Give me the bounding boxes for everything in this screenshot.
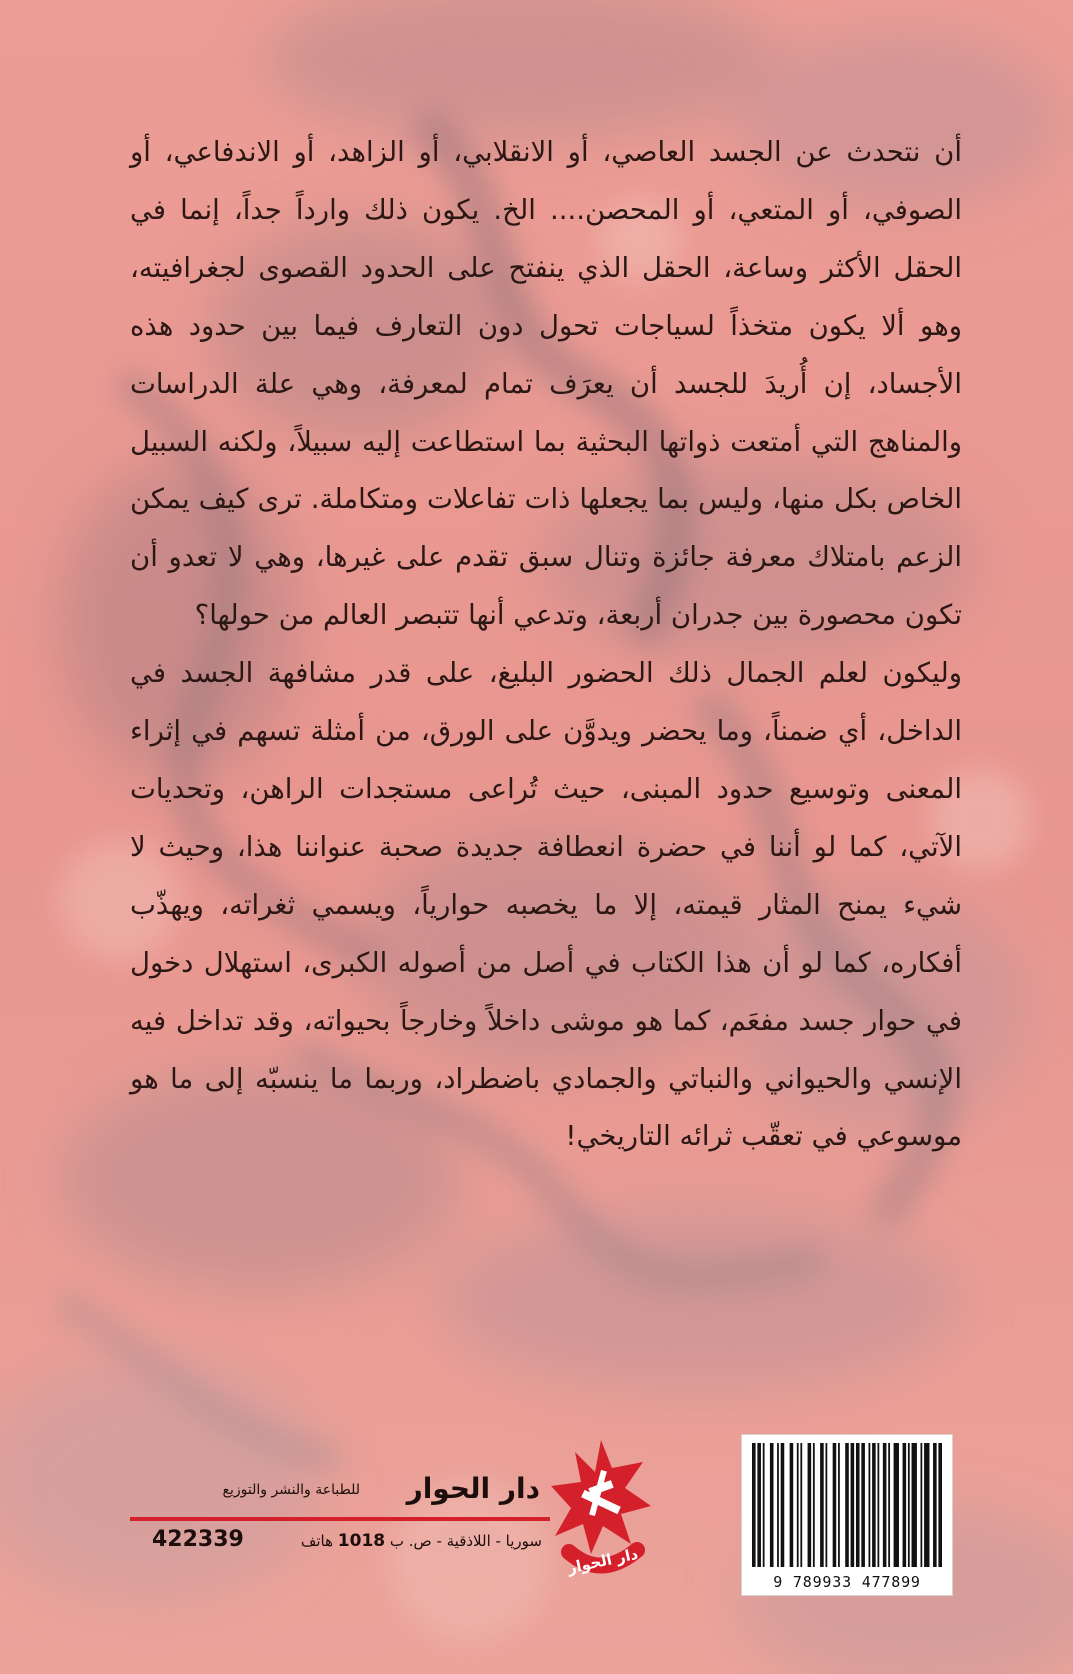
isbn-barcode xyxy=(741,1434,953,1596)
barcode-bar xyxy=(757,1443,761,1567)
phone-label: هاتف xyxy=(300,1532,333,1550)
barcode-bar xyxy=(781,1443,785,1567)
blurb-paragraph-1: أن نتحدث عن الجسد العاصي، أو الانقلابي، أو الزاهد، أو الاندفاعي، أو الصوفي، أو المتعي، أو المحصن.... الخ. يكون ذلك وارداً جداً، إنما في الحقل الأكثر وساعة، الحقل الذي ينفتح على الحدود القصوى لجغرافيته، وهو ألا يكون متخذاً لسياجات تحول دون التعارف فيما بين حدود هذه الأجساد، إن أُريدَ للجسد أن يعرَف تمام لمعرفة، وهي علة الدراسات والمناهج التي أمتعت ذواتها البحثية بما استطاعت إليه سبيلاً، ولكنه السبيل الخاص بكل منها، وليس بما يجعلها ذات تفاعلات ومتكاملة. ترى كيف يمكن الزعم بامتلاك معرفة جائزة وتنال سبق تقدم على غيرها، وهي لا تعدو أن تكون محصورة بين جدران أربعة، وتدعي أنها تتبصر العالم من حولها؟ xyxy=(130,136,962,632)
po-box-number: 1018 xyxy=(337,1531,386,1551)
barcode-bar xyxy=(845,1443,849,1567)
publisher-phone: 422339 xyxy=(152,1527,244,1552)
barcode-bar xyxy=(903,1443,907,1567)
barcode-bar xyxy=(920,1443,922,1567)
barcode-bar xyxy=(924,1443,929,1567)
barcode-bar xyxy=(856,1443,860,1567)
logo-text: دار الحوار xyxy=(565,1544,640,1578)
barcode-bar xyxy=(808,1443,812,1567)
barcode-bar xyxy=(908,1443,910,1567)
barcode-bar xyxy=(820,1443,824,1567)
barcode-bars xyxy=(750,1443,944,1567)
barcode-bar xyxy=(877,1443,879,1567)
barcode-bar xyxy=(825,1443,827,1567)
barcode-bar xyxy=(894,1443,899,1567)
barcode-bar xyxy=(933,1443,937,1567)
publisher-block xyxy=(130,1472,550,1577)
publisher-logo-icon xyxy=(551,1440,651,1585)
barcode-bar xyxy=(833,1443,837,1567)
publisher-address xyxy=(301,1530,542,1552)
barcode-bar xyxy=(813,1443,815,1567)
publisher-tagline: للطباعة والنشر والتوزيع xyxy=(222,1482,360,1498)
barcode-bar xyxy=(838,1443,840,1567)
barcode-bar xyxy=(777,1443,779,1567)
barcode-bar xyxy=(800,1443,802,1567)
barcode-bar xyxy=(869,1443,871,1567)
publisher-divider xyxy=(130,1517,550,1521)
barcode-bar xyxy=(888,1443,890,1567)
barcode-bar xyxy=(861,1443,865,1567)
barcode-bar xyxy=(797,1443,799,1567)
blurb-paragraph-2: وليكون لعلم الجمال ذلك الحضور البليغ، على قدر مشافهة الجسد في الداخل، أي ضمناً، وما يحضر ويدوَّن على الورق، من أمثلة تسهم في إثراء المعنى وتوسيع حدود المبنى، حيث تُراعى مستجدات الراهن، وتحديات الآتي، كما لو أننا في حضرة انعطافة جديدة صحبة عنواننا هذا، وحيث لا شيء يمنح المثار قيمته، إلا ما يخصبه حوارياً، ويسمي ثغراته، ويهذّب أفكاره، كما لو أن هذا الكتاب في أصل من أصوله الكبرى، استهلال دخول في حوار جسد مفعَم، كما هو موشى داخلاً وخارجاً بحيواته، وقد تداخل فيه الإنسي والحيواني والنباتي والجمادي باضطراد، وربما ما ينسبّه إلى ما هو موسوعي في تعقّب ثرائه التاريخي! xyxy=(130,657,962,1153)
barcode-bar xyxy=(883,1443,887,1567)
barcode-bar xyxy=(770,1443,774,1567)
barcode-bar xyxy=(912,1443,917,1567)
isbn-number: 9 789933 477899 xyxy=(773,1573,921,1591)
barcode-bar xyxy=(763,1443,765,1567)
back-cover-blurb xyxy=(130,124,962,1166)
publisher-name: دار الحوار xyxy=(406,1472,540,1505)
address-prefix: سوريا - اللاذقية - ص. ب xyxy=(389,1532,542,1550)
barcode-bar xyxy=(872,1443,876,1567)
barcode-bar xyxy=(752,1443,756,1567)
barcode-bar xyxy=(851,1443,855,1567)
barcode-bar xyxy=(790,1443,794,1567)
barcode-bar xyxy=(938,1443,942,1567)
